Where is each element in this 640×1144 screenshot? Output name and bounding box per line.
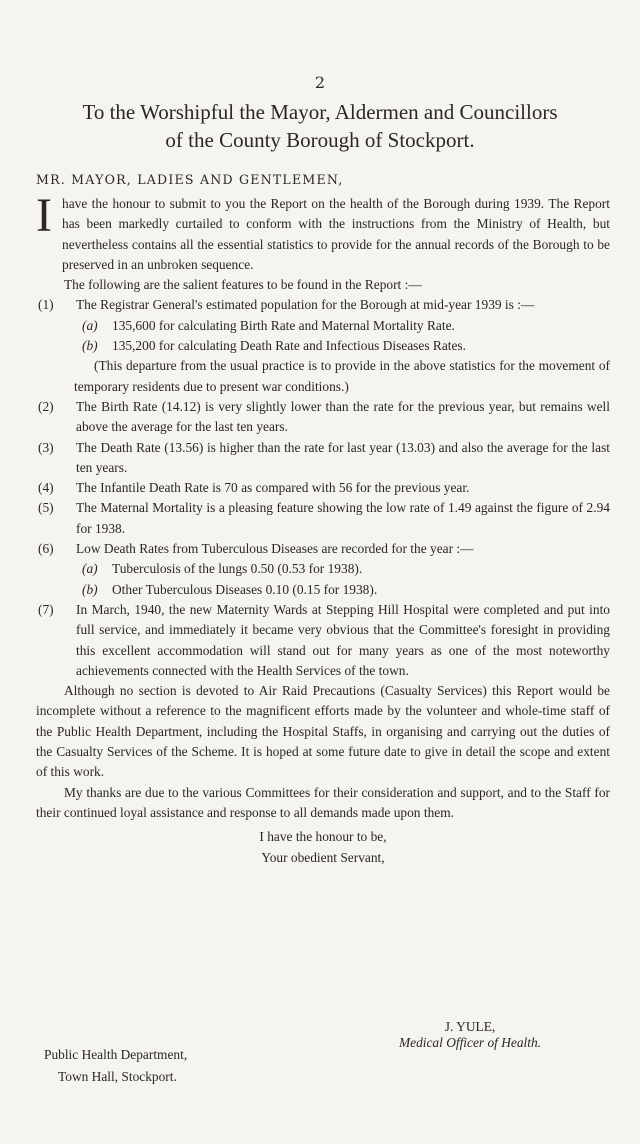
address-block bbox=[44, 1044, 187, 1088]
item-text: In March, 1940, the new Maternity Wards at Stepping Hill Hospital were completed and put into full service, and immediately it became very obvious that the Committee's foresight in providing this excellent accommodation will stand out for many years as one of the most noteworthy achievements connected with the Health Services of the town. bbox=[76, 601, 610, 678]
item-text: The Infantile Death Rate is 70 as compared with 56 for the previous year. bbox=[76, 480, 470, 496]
closing-line-1: I have the honour to be, bbox=[259, 829, 387, 845]
sub-item bbox=[36, 580, 610, 600]
sub-item-letter: (b) bbox=[82, 338, 98, 354]
item-number: (7) bbox=[38, 601, 54, 617]
address-line-1: Public Health Department, bbox=[44, 1047, 188, 1062]
sub-item-letter: (a) bbox=[82, 317, 98, 333]
signatory-title: Medical Officer of Health. bbox=[398, 1035, 542, 1050]
item-number: (3) bbox=[38, 439, 54, 455]
thanks-paragraph: My thanks are due to the various Committees for their consideration and support, and to the Staff for their continued loyal assistance and response to all demands made upon them. bbox=[36, 784, 610, 820]
list-item bbox=[36, 498, 610, 539]
item-text: Low Death Rates from Tuberculous Diseases are recorded for the year :— bbox=[76, 541, 474, 557]
salutation: MR. MAYOR, LADIES AND GENTLEMEN, bbox=[36, 172, 344, 187]
features-intro: The following are the salient features to be found in the Report :— bbox=[64, 277, 422, 293]
arp-paragraph: Although no section is devoted to Air Raid Precautions (Casualty Services) this Report would be incomplete without a reference to the magnificent efforts made by the volunteer and whole-time staff of the Public Health Department, including the Hospital Staffs, in organising and carrying out the duties of the Casualty Services of the Scheme. It is hoped at some future date to give in detail the scope and extent of this work. bbox=[36, 683, 610, 780]
page-number: 2 bbox=[314, 73, 326, 92]
list-item bbox=[36, 600, 610, 681]
sub-item-letter: (b) bbox=[82, 581, 98, 597]
sub-item-letter: (a) bbox=[82, 561, 98, 577]
drop-cap: I bbox=[36, 189, 52, 242]
title-line-1: To the Worshipful the Mayor, Aldermen and Councillors bbox=[82, 100, 558, 124]
item-number: (5) bbox=[38, 500, 54, 516]
population-note: (This departure from the usual practice is to provide in the above statistics for the movement of temporary residents due to present war conditions.) bbox=[74, 358, 610, 394]
sub-item-text: 135,600 for calculating Birth Rate and Maternal Mortality Rate. bbox=[112, 317, 455, 333]
title-line-2: of the County Borough of Stockport. bbox=[165, 128, 475, 152]
sub-item-text: 135,200 for calculating Death Rate and Infectious Diseases Rates. bbox=[112, 338, 466, 354]
intro-paragraph bbox=[36, 189, 610, 275]
closing-line-2: Your obedient Servant, bbox=[261, 849, 385, 865]
list-item bbox=[36, 539, 610, 559]
sub-item-text: Tuberculosis of the lungs 0.50 (0.53 for 1938). bbox=[112, 561, 363, 577]
list-item bbox=[36, 478, 610, 498]
closing bbox=[36, 827, 610, 868]
list-item bbox=[36, 295, 610, 315]
signatory-name: J. YULE, bbox=[444, 1019, 496, 1034]
intro-text: have the honour to submit to you the Report on the health of the Borough during 1939. The Report has been markedly curtailed to conform with the instructions from the Ministry of Health, but nevertheless contains all the essential statistics to provide for the annual records of the Borough to be preserved in an unbroken sequence. bbox=[62, 196, 610, 272]
sub-item bbox=[36, 316, 610, 336]
item-text: The Birth Rate (14.12) is very slightly lower than the rate for the previous year, but remains well above the average for the last ten years. bbox=[76, 398, 610, 435]
item-text: The Registrar General's estimated population for the Borough at mid-year 1939 is :— bbox=[76, 297, 535, 313]
item-number: (4) bbox=[38, 480, 54, 496]
sub-item bbox=[36, 336, 610, 356]
address-line-2: Town Hall, Stockport. bbox=[58, 1069, 177, 1084]
list-item bbox=[36, 438, 610, 479]
sub-item bbox=[36, 559, 610, 579]
item-text: The Death Rate (13.56) is higher than the rate for last year (13.03) and also the average for the last ten years. bbox=[76, 439, 610, 475]
letter-body bbox=[36, 189, 610, 868]
sub-item-text: Other Tuberculous Diseases 0.10 (0.15 for 1938). bbox=[112, 581, 378, 597]
item-number: (1) bbox=[38, 297, 54, 313]
item-number: (6) bbox=[38, 541, 54, 557]
page-title bbox=[0, 98, 640, 154]
item-number: (2) bbox=[38, 398, 54, 414]
list-item bbox=[36, 397, 610, 438]
signature-block bbox=[360, 1019, 580, 1051]
item-text: The Maternal Mortality is a pleasing feature showing the low rate of 1.49 against the figure of 2.94 for 1938. bbox=[76, 500, 610, 536]
